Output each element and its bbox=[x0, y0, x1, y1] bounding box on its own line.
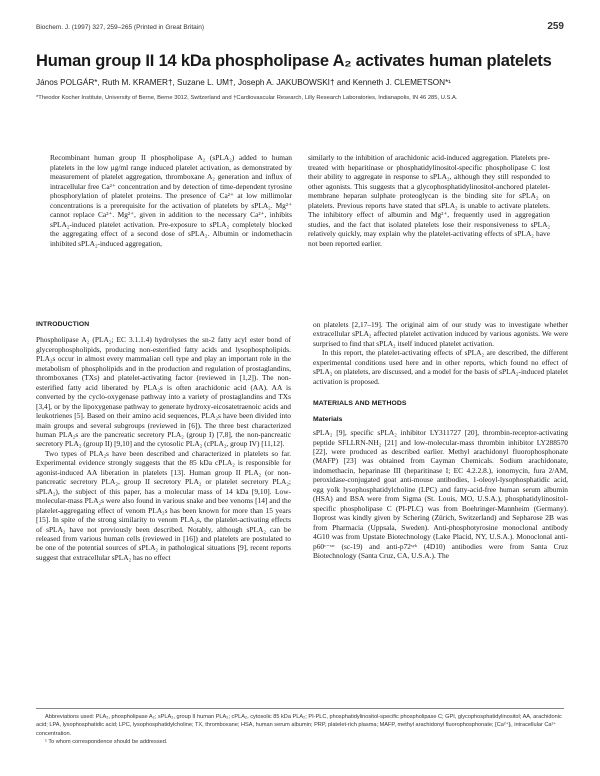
intro-paragraph-2: Two types of PLA₂s have been described and characterized in platelets so far. Experimental evidence strongly suggests that the 85 kDa cPLA₂ is responsible for agonist-induced AA liberation in platelets [13]. Human group II PLA₂ (or non-pancreatic secretory PLA₂, group II secretory PLA₂ or platelet secretory PLA₂; sPLA₂), the subject of this paper, has a molecular mass of 14 kDa [9,10]. Low-molecular-mass PLA₂s were also found in various snake and bee venoms [14] and the platelet-aggregating effect of venom PLA₂s has been known for more than 15 years [15]. In spite of the strong similarity to venom PLA₂s, the platelet-activating effects of sPLA₂ have not previously been described. Notably, although sPLA₂ can be released from various human cells (reviewed in [16]) and platelets are postulated to be one of the potential sources of sPLA₂ in pathological situations [9], recent reports suggest that extracellular sPLA₂ has no effect bbox=[36, 448, 291, 562]
author-list: János POLGÁR*, Ruth M. KRAMER†, Suzane L. UM†, Joseph A. JAKUBOWSKI† and Kenneth J. CLEMETSON*¹ bbox=[36, 78, 452, 87]
footnote-divider bbox=[36, 708, 564, 709]
abstract-column-right: similarly to the inhibition of arachidonic acid-induced aggregation. Platelets pre-treated with heparitinase or phosphatidylinositol-specific phospholipase C lost their ability to aggregate in response to sPLA₂, although they still responded to other agonists. This suggests that a glycophosphatidylinositol-anchored platelet-membrane heparan sulphate proteoglycan is the binding site for sPLA₂ on platelets. Previous reports have stated that sPLA₂ is unable to activate platelets. The inhibitory effect of albumin and Mg²⁺, frequently used in aggregation studies, and the fact that isolated platelets lose their responsiveness to sPLA₂ relatively quickly, may explain why the platelet-activating effects of sPLA₂ have not been reported earlier. bbox=[308, 153, 550, 248]
body-column-left bbox=[36, 320, 291, 562]
intro-paragraph-4: In this report, the platelet-activating effects of sPLA₂ are described, the different experimental conditions used here and in other reports, which found no effect of sPLA₂ on platelets, are discussed, and a model for the basis of sPLA₂-induced platelet activation is proposed. bbox=[313, 348, 568, 386]
page-number: 259 bbox=[547, 21, 564, 32]
intro-paragraph-3: on platelets [2,17–19]. The original aim of our study was to investigate whether extracellular sPLA₂ affected platelet activation induced by various agonists. We were surprised to find that sPLA₂ itself induced platelet activation. bbox=[313, 320, 568, 348]
abbreviations-footnote: Abbreviations used: PLA₂, phospholipase A₂; sPLA₂, group II human PLA₂; cPLA₂, cytosolic 85 kDa PLA₂; PI-PLC, phosphatidylinositol-specific phospholipase C; GPI, glycophosphatidylinositol; AA, arachidonic acid; LPA, lysophosphatidic acid; LPC, lysophosphatidylcholine; TX, thromboxane; HSA, human serum albumin; PRP, platelet-rich plasma; MAFP, methyl arachidonyl fluorophosphonate; [Ca²⁺]ᵢ, intracellular Ca²⁺ concentration. bbox=[36, 714, 562, 737]
intro-paragraph-1: Phospholipase A₂ (PLA₂; EC 3.1.1.4) hydrolyses the sn-2 fatty acyl ester bond of glycerophospholipids, producing non-esterified fatty acids and lysophospholipids. PLA₂s occur in almost every mammalian cell type and play an important role in the metabolism of phospholipids and in the production and regulation of prostaglandins, thromboxanes (TXs) and platelet-activating factor (reviewed in [1,2]). The non-esterified fatty acid liberated by PLA₂s is often arachidonic acid (AA). AA is converted by the cyclo-oxygenase pathway into a variety of prostaglandins and TXs [3,4], or by the lipoxygenase pathway to generate hydroxy-eicosatetraenoic acids and leukotrienes [5]. Based on their amino acid sequences, PLA₂s have been divided into main groups and several subgroups (reviewed in [6]). The three best characterized human PLA₂s are the pancreatic secretory PLA₂ (group I) [7,8], the non-pancreatic secretory PLA₂ (group II) [9,10] and the cytosolic PLA₂ (cPLA₂, group IV) [11,12]. bbox=[36, 335, 291, 449]
methods-heading: MATERIALS AND METHODS bbox=[313, 400, 407, 408]
materials-paragraph: sPLA₂ [9], specific sPLA₂ inhibitor LY311727 [20], thrombin-receptor-activating peptide SFLLRN-NH₂ [21] and low-molecular-mass thrombin inhibitor LY288570 [22], were produced as described earlier. Methyl arachidonyl fluorophosphonate (MAFP) [23] was obtained from Cayman Chemicals. Sodium arachidonate, indomethacin, heparinase III (heparitinase I; EC 4.2.2.8.), ionomycin, fura 2/AM, peroxidase-conjugated goat anti-mouse antibodies, 1-oleoyl-lysophosphatidic acid, egg yolk lysophosphatidylcholine (LPC) and fatty-acid-free human serum albumin (HSA) and BSA were from Sigma (St. Louis, MO, U.S.A.), phosphatidylinositol-specific phospholipase C (PI-PLC) was from Boehringer-Mannheim (Germany). Iloprost was kindly given by Schering (Zürich, Switzerland) and Sepharose 2B was from Pharmacia (Uppsala, Sweden). Anti-phosphotyrosine monoclonal antibody 4G10 was from Upstate Biotechnology (Lake Placid, NY, U.S.A.). Monoclonal anti-p60ᶜ⁻ˢʳᶜ (sc-19) and anti-p72ˢʸᵏ (4D10) antibodies were from Santa Cruz Biotechnology (Santa Cruz, CA, U.S.A.). The bbox=[313, 428, 568, 560]
running-header bbox=[36, 22, 564, 36]
introduction-heading: INTRODUCTION bbox=[36, 321, 90, 328]
abstract-column-left: Recombinant human group II phospholipase A₂ (sPLA₂) added to human platelets in the low μg/ml range induced platelet activation, as demonstrated by measurement of platelet aggregation, thromboxane A₂ generation and influx of intracellular free Ca²⁺ concentration and by detection of time-dependent tyrosine phosphorylation of platelet proteins. The presence of Ca²⁺ at low millimolar concentrations is a prerequisite for the activation of platelets by sPLA₂. Mg²⁺ cannot replace Ca²⁺. Mg²⁺, given in addition to the necessary Ca²⁺, inhibits sPLA₂-induced platelet activation. Pre-exposure to sPLA₂ completely blocked the aggregating effect of a second dose of sPLA₂. Albumin or indomethacin inhibited sPLA₂-induced aggregation, bbox=[50, 153, 292, 248]
journal-reference: Biochem. J. (1997) 327, 259–265 (Printed in Great Britain) bbox=[36, 24, 205, 31]
abstract bbox=[50, 153, 550, 303]
article-title: Human group II 14 kDa phospholipase A₂ activates human platelets bbox=[36, 52, 552, 70]
materials-subheading: Materials bbox=[313, 415, 343, 423]
body-column-right bbox=[313, 320, 568, 560]
affiliation: *Theodor Kocher Institute, University of Berne, Berne 3012, Switzerland and †Cardiovascular Research, Lilly Research Laboratories, Indianapolis, IN 46 285, U.S.A. bbox=[36, 95, 458, 101]
footnotes bbox=[36, 713, 564, 747]
correspondence-footnote: ¹ To whom correspondence should be addressed. bbox=[45, 739, 168, 746]
